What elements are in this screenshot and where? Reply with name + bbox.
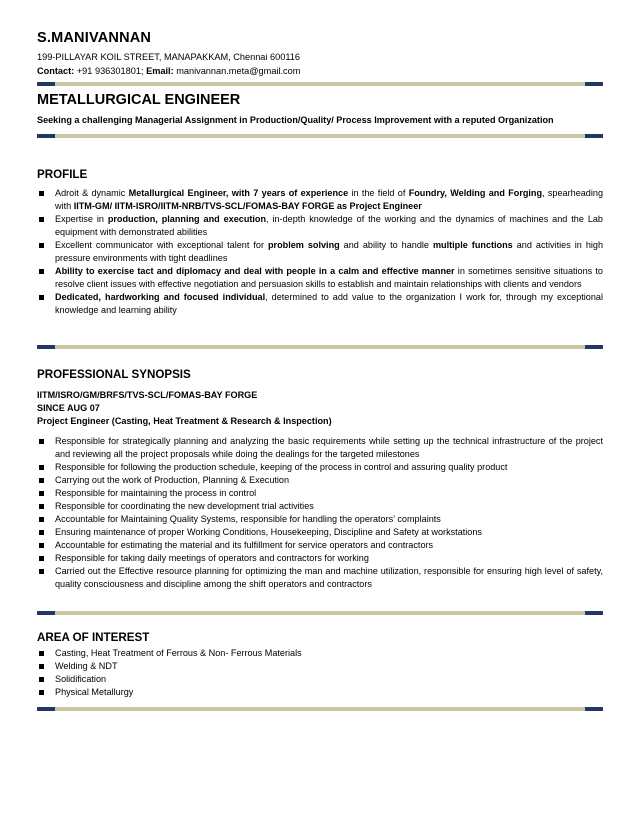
interest-list [37, 647, 603, 699]
bullet-icon [39, 491, 44, 496]
contact-phone: +91 936301801; [74, 66, 147, 76]
section-divider [37, 707, 603, 711]
bullet-icon [39, 530, 44, 535]
interest-heading: AREA OF INTEREST [37, 631, 150, 644]
list-item: Excellent communicator with exceptional talent for problem solving and ability to handle multiple functions and activities in high pressure environments with tight deadlines [37, 239, 603, 265]
career-objective: Seeking a challenging Managerial Assignment in Production/Quality/ Process Improvement with a reputed Organization [37, 115, 554, 125]
list-item: Carrying out the work of Production, Planning & Execution [37, 474, 603, 487]
email-label: Email: [146, 66, 174, 76]
bullet-icon [39, 217, 44, 222]
profile-list [37, 187, 603, 317]
list-item: Responsible for coordinating the new development trial activities [37, 500, 603, 513]
bullet-icon [39, 191, 44, 196]
bullet-icon [39, 664, 44, 669]
list-item: Responsible for strategically planning and analyzing the basic requirements while setting up the technical infrastructure of the project and reviewing all the project proposals while doing the dealings for the targeted milestones [37, 435, 603, 461]
list-item: Responsible for taking daily meetings of operators and contractors for working [37, 552, 603, 565]
address: 199-PILLAYAR KOIL STREET, MANAPAKKAM, Chennai 600116 [37, 52, 300, 62]
list-item: Solidification [37, 673, 603, 686]
list-item: Responsible for following the production schedule, keeping of the process in control and assuring quality product [37, 461, 603, 474]
bullet-icon [39, 677, 44, 682]
list-item: Ability to exercise tact and diplomacy and deal with people in a calm and effective manner in sometimes sensitive situations to resolve client issues with effective negotiation and persuasion skills to establish and maintain relationships with clients and vendors [37, 265, 603, 291]
bullet-icon [39, 295, 44, 300]
list-item: Casting, Heat Treatment of Ferrous & Non- Ferrous Materials [37, 647, 603, 660]
bullet-icon [39, 439, 44, 444]
profile-heading: PROFILE [37, 168, 88, 181]
bullet-icon [39, 543, 44, 548]
bullet-icon [39, 651, 44, 656]
section-divider [37, 134, 603, 138]
bullet-icon [39, 478, 44, 483]
bullet-icon [39, 465, 44, 470]
bullet-icon [39, 504, 44, 509]
organizations: IITM/ISRO/GM/BRFS/TVS-SCL/FOMAS-BAY FORGE [37, 390, 258, 400]
section-divider [37, 611, 603, 615]
list-item: Welding & NDT [37, 660, 603, 673]
job-title: METALLURGICAL ENGINEER [37, 92, 241, 108]
synopsis-list [37, 435, 603, 591]
candidate-name: S.MANIVANNAN [37, 30, 152, 46]
list-item: Dedicated, hardworking and focused individual, determined to add value to the organization I work for, through my exceptional knowledge and learning ability [37, 291, 603, 317]
contact-label: Contact: [37, 66, 75, 76]
email-address: manivannan.meta@gmail.com [173, 66, 301, 76]
list-item: Adroit & dynamic Metallurgical Engineer, with 7 years of experience in the field of Foundry, Welding and Forging, spearheading with IITM-GM/ IITM-ISRO/IITM-NRB/TVS-SCL/FOMAS-BAY FORGE as Project Engineer [37, 187, 603, 213]
list-item: Responsible for maintaining the process in control [37, 487, 603, 500]
section-divider [37, 82, 603, 86]
contact-line [37, 66, 300, 76]
list-item: Expertise in production, planning and execution, in-depth knowledge of the working and the dynamics of machines and the Lab equipment with demonstrated abilities [37, 213, 603, 239]
since-date: SINCE AUG 07 [37, 403, 100, 413]
bullet-icon [39, 690, 44, 695]
list-item: Accountable for estimating the material and its fulfillment for service operators and contractors [37, 539, 603, 552]
synopsis-heading: PROFESSIONAL SYNOPSIS [37, 368, 191, 381]
list-item: Physical Metallurgy [37, 686, 603, 699]
role-title: Project Engineer (Casting, Heat Treatment & Research & Inspection) [37, 416, 332, 426]
list-item: Ensuring maintenance of proper Working Conditions, Housekeeping, Discipline and Safety at workstations [37, 526, 603, 539]
bullet-icon [39, 517, 44, 522]
list-item: Accountable for Maintaining Quality Systems, responsible for handling the operators’ complaints [37, 513, 603, 526]
bullet-icon [39, 269, 44, 274]
bullet-icon [39, 556, 44, 561]
bullet-icon [39, 569, 44, 574]
bullet-icon [39, 243, 44, 248]
list-item: Carried out the Effective resource planning for optimizing the man and machine utilization, responsible for ensuring high level of safety, quality consciousness and discipline among the shift operators and contractors [37, 565, 603, 591]
section-divider [37, 345, 603, 349]
